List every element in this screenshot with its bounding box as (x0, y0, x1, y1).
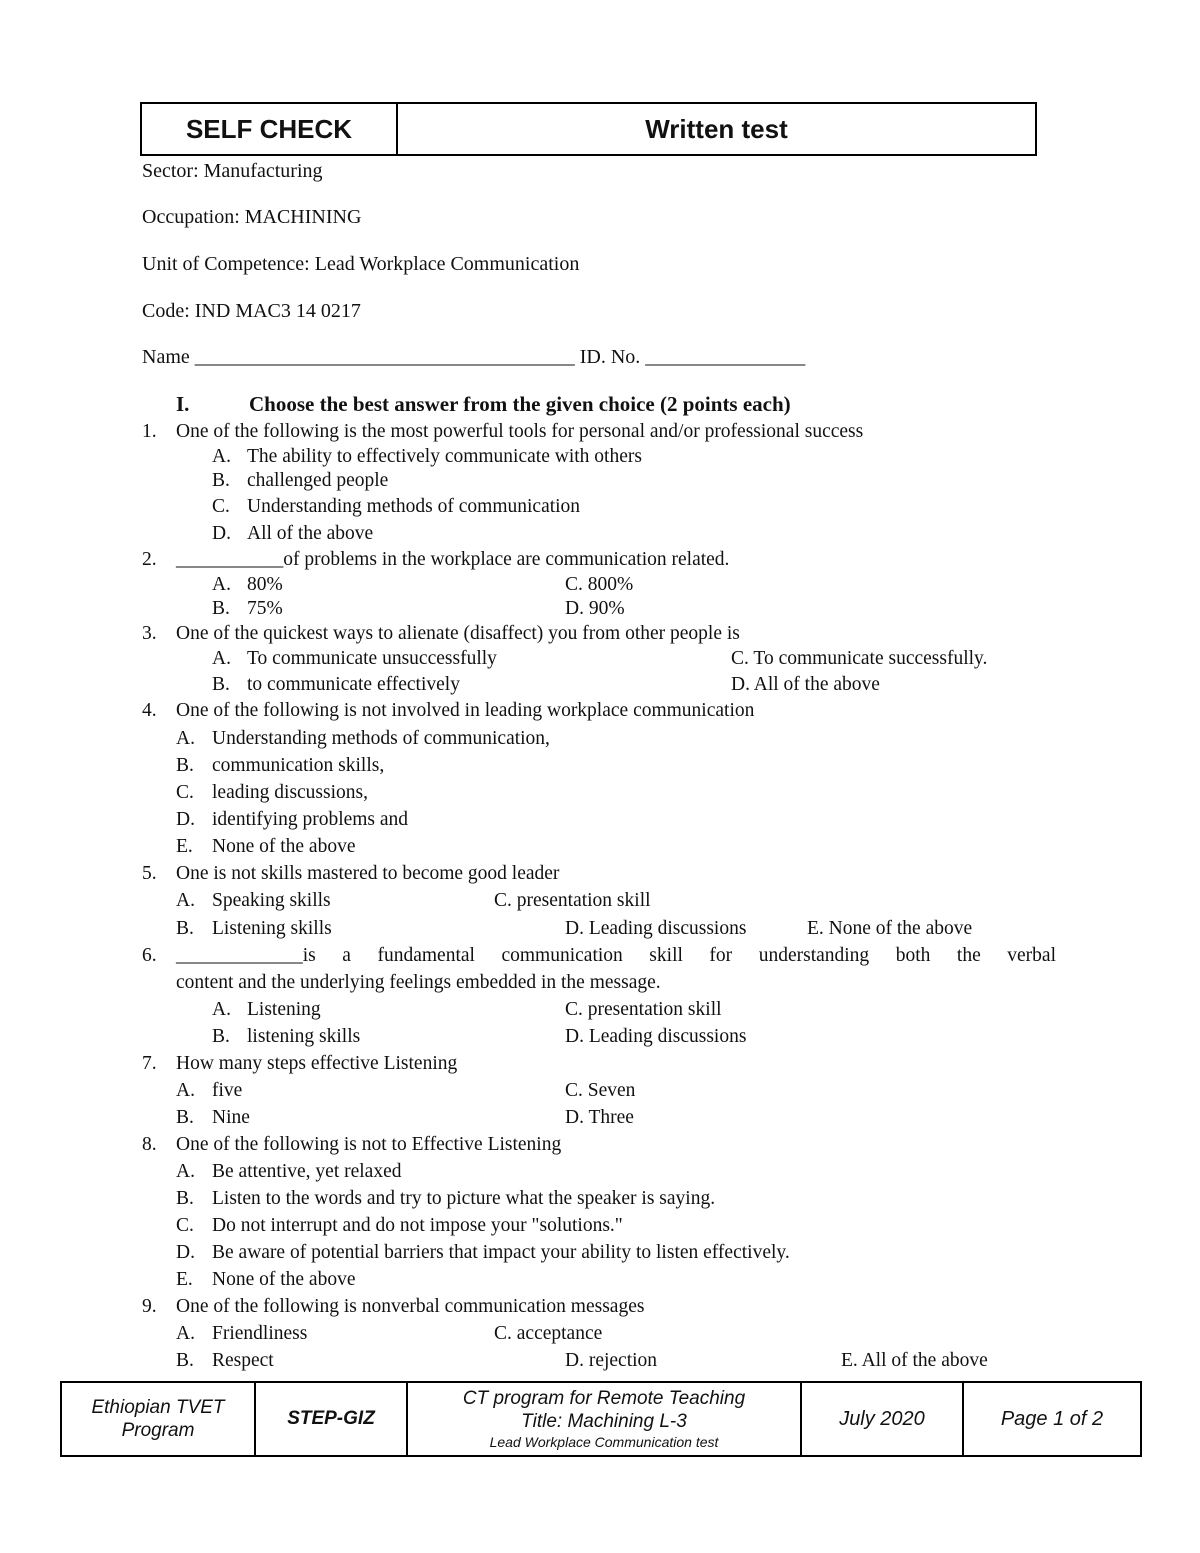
footer-subtitle: Lead Workplace Communication test (489, 1434, 719, 1450)
q8-b-option: Listen to the words and try to picture what the speaker is saying. (212, 1188, 716, 1209)
q8-a-option: Be attentive, yet relaxed (212, 1161, 402, 1182)
q3-text: One of the quickest ways to alienate (disaffect) you from other people is (176, 623, 740, 644)
q2-b-option: 75% (247, 598, 283, 619)
q2-a-letter: A. (212, 574, 231, 595)
q1-a-letter: A. (212, 446, 231, 467)
q4-c-option: leading discussions, (212, 782, 368, 803)
q3-c-option: C. To communicate successfully. (731, 648, 988, 669)
q5-d-option: D. Leading discussions (565, 918, 747, 939)
footer-program-name: CT program for Remote Teaching (462, 1388, 746, 1409)
q4-b-letter: B. (176, 755, 194, 776)
q3-b-option: to communicate effectively (247, 674, 460, 695)
q9-b-option: Respect (212, 1350, 274, 1371)
q5-a-option: Speaking skills (212, 890, 331, 911)
q6-text-continued: content and the underlying feelings embedded in the message. (176, 972, 661, 993)
header-table (140, 102, 1037, 156)
q4-b-option: communication skills, (212, 755, 385, 776)
q8-text: One of the following is not to Effective Listening (176, 1134, 562, 1155)
footer-page-number: Page 1 of 2 (1000, 1407, 1104, 1430)
self-check-label: SELF CHECK (142, 104, 398, 154)
q8-b-letter: B. (176, 1188, 194, 1209)
section-heading: Choose the best answer from the given choice (2 points each) (249, 392, 791, 416)
q1-b-letter: B. (212, 470, 230, 491)
q5-a-letter: A. (176, 890, 195, 911)
q7-number: 7. (142, 1053, 157, 1074)
occupation-line: Occupation: MACHINING (142, 206, 362, 228)
q8-number: 8. (142, 1134, 157, 1155)
q6-b-option: listening skills (247, 1026, 361, 1047)
q4-d-option: identifying problems and (212, 809, 409, 830)
unit-line: Unit of Competence: Lead Workplace Communication (142, 253, 580, 275)
q7-text: How many steps effective Listening (176, 1053, 458, 1074)
q9-a-letter: A. (176, 1323, 195, 1344)
q7-a-option: five (212, 1080, 243, 1101)
footer-organization (62, 1383, 256, 1455)
footer-table (60, 1381, 1142, 1457)
q3-a-option: To communicate unsuccessfully (247, 648, 497, 669)
q9-d-option: D. rejection (565, 1350, 658, 1371)
q3-b-letter: B. (212, 674, 230, 695)
q5-c-option: C. presentation skill (494, 890, 651, 911)
name-id-line: Name ______________________________________ ID. No. ________________ (142, 346, 806, 368)
footer-org-line1: Ethiopian TVET (91, 1397, 225, 1418)
q1-c-option: Understanding methods of communication (247, 496, 581, 517)
q2-number: 2. (142, 549, 157, 570)
section-number: I. (176, 392, 190, 416)
q6-c-option: C. presentation skill (565, 999, 722, 1020)
q1-number: 1. (142, 421, 157, 442)
q9-c-option: C. acceptance (494, 1323, 603, 1344)
footer-program (408, 1383, 802, 1455)
q2-text: ___________of problems in the workplace are communication related. (176, 549, 730, 570)
q8-c-letter: C. (176, 1215, 194, 1236)
q7-a-letter: A. (176, 1080, 195, 1101)
sector-line: Sector: Manufacturing (142, 160, 323, 182)
q4-c-letter: C. (176, 782, 194, 803)
q5-text: One is not skills mastered to become good leader (176, 863, 560, 884)
q9-b-letter: B. (176, 1350, 194, 1371)
q3-d-option: D. All of the above (731, 674, 880, 695)
q4-number: 4. (142, 700, 157, 721)
q6-a-option: Listening (247, 999, 321, 1020)
q1-d-option: All of the above (247, 523, 374, 544)
q7-c-option: C. Seven (565, 1080, 636, 1101)
q5-b-letter: B. (176, 918, 194, 939)
q6-number: 6. (142, 945, 157, 966)
q7-b-letter: B. (176, 1107, 194, 1128)
q1-b-option: challenged people (247, 470, 389, 491)
q5-b-option: Listening skills (212, 918, 332, 939)
q1-d-letter: D. (212, 523, 231, 544)
q1-a-option: The ability to effectively communicate with others (247, 446, 642, 467)
q4-d-letter: D. (176, 809, 195, 830)
q5-e-option: E. None of the above (807, 918, 973, 939)
q2-d-option: D. 90% (565, 598, 625, 619)
q8-e-letter: E. (176, 1269, 193, 1290)
q4-e-letter: E. (176, 836, 193, 857)
q8-c-option: Do not interrupt and do not impose your "solutions." (212, 1215, 623, 1236)
q9-text: One of the following is nonverbal communication messages (176, 1296, 645, 1317)
q2-a-option: 80% (247, 574, 283, 595)
q9-e-option: E. All of the above (841, 1350, 988, 1371)
q9-a-option: Friendliness (212, 1323, 308, 1344)
footer-title: Title: Machining L-3 (521, 1411, 687, 1432)
q2-b-letter: B. (212, 598, 230, 619)
q3-number: 3. (142, 623, 157, 644)
q4-a-option: Understanding methods of communication, (212, 728, 550, 749)
q4-e-option: None of the above (212, 836, 356, 857)
q8-d-letter: D. (176, 1242, 195, 1263)
q2-c-option: C. 800% (565, 574, 634, 595)
written-test-label: Written test (645, 113, 788, 144)
q8-d-option: Be aware of potential barriers that impact your ability to listen effectively. (212, 1242, 790, 1263)
q6-text: _____________is a fundamental communication skill for understanding both the verbal (176, 945, 1056, 966)
q8-a-letter: A. (176, 1161, 195, 1182)
footer-partner: STEP-GIZ (256, 1383, 408, 1455)
q6-b-letter: B. (212, 1026, 230, 1047)
q9-number: 9. (142, 1296, 157, 1317)
q7-b-option: Nine (212, 1107, 250, 1128)
q6-a-letter: A. (212, 999, 231, 1020)
code-line: Code: IND MAC3 14 0217 (142, 300, 361, 322)
footer-date: July 2020 (802, 1383, 964, 1455)
q1-c-letter: C. (212, 496, 230, 517)
q5-number: 5. (142, 863, 157, 884)
q6-d-option: D. Leading discussions (565, 1026, 747, 1047)
footer-org-line2: Program (121, 1420, 195, 1441)
q4-text: One of the following is not involved in leading workplace communication (176, 700, 755, 721)
q8-e-option: None of the above (212, 1269, 356, 1290)
q4-a-letter: A. (176, 728, 195, 749)
q1-text: One of the following is the most powerful tools for personal and/or professional success (176, 421, 864, 442)
q7-d-option: D. Three (565, 1107, 634, 1128)
q3-a-letter: A. (212, 648, 231, 669)
